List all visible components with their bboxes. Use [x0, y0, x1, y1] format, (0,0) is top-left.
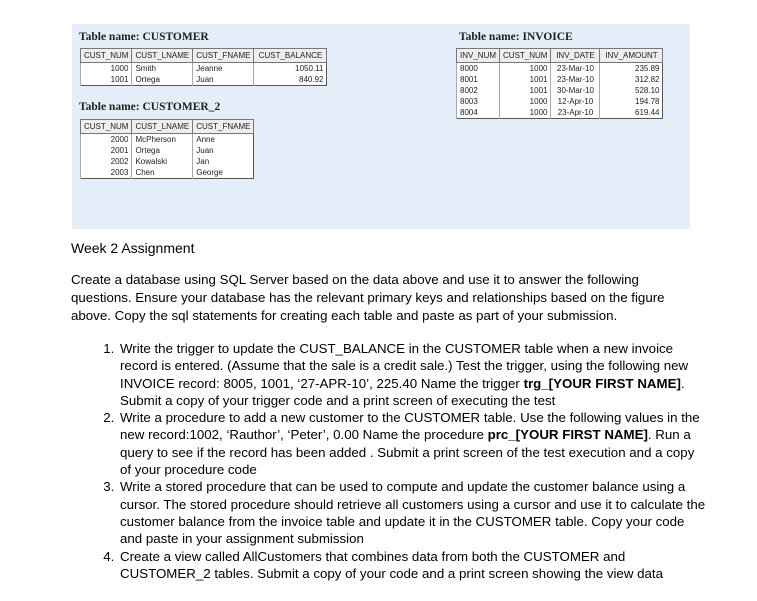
table-row: [81, 74, 327, 86]
table-cell: 312.82: [600, 74, 663, 85]
column-header: INV_DATE: [551, 49, 600, 63]
table-row: [81, 63, 327, 75]
column-header: INV_AMOUNT: [600, 49, 663, 63]
table-cell: 1001: [500, 85, 551, 96]
question-text: Write the trigger to update the CUST_BALANCE in the CUSTOMER table when a new invoice record is entered. (Assume that the sale is a credit sale.) Test the trigger, using the following new INVOICE record: 8005, 1001, ‘27-APR-10’, 225.40 Name the trigger: [120, 341, 689, 391]
column-header: CUST_FNAME: [193, 120, 254, 134]
table-cell: 840.92: [254, 74, 327, 86]
invoice-table-title: Table name: INVOICE: [459, 31, 573, 43]
table-row: [457, 96, 663, 107]
column-header: CUST_LNAME: [132, 120, 193, 134]
table-row: [81, 134, 254, 146]
table-cell: 1001: [81, 74, 132, 86]
table-cell: 1000: [500, 107, 551, 119]
question-text: Write a procedure to add a new customer to the CUSTOMER table. Use the following values in the new record:1002, ‘Rauthor’, ‘Peter’, 0.00 Name the procedure: [120, 410, 700, 443]
question-item: [118, 548, 707, 583]
table-cell: 1050.11: [254, 63, 327, 75]
customer-table-title: Table name: CUSTOMER: [79, 31, 209, 43]
table-cell: 2000: [81, 134, 132, 146]
table-cell: 8004: [457, 107, 500, 119]
table-cell: 23-Mar-10: [551, 63, 600, 75]
table-cell: Ortega: [132, 74, 193, 86]
table-cell: 235.89: [600, 63, 663, 75]
column-header: CUST_BALANCE: [254, 49, 327, 63]
question-text: Write a stored procedure that can be used to compute and update the customer balance using a cursor. The stored procedure should retrieve all customers using a cursor and use it to calculate the customer balance from the invoice table and update it in the CUSTOMER table. Copy your code and paste in your assignment submission: [120, 479, 706, 547]
table-row: [81, 167, 254, 179]
table-cell: Chen: [132, 167, 193, 179]
table-cell: Kowalski: [132, 156, 193, 167]
column-header: CUST_NUM: [81, 120, 132, 134]
table-cell: George: [193, 167, 254, 179]
table-row: [457, 85, 663, 96]
table-cell: 2001: [81, 145, 132, 156]
table-row: [457, 63, 663, 75]
table-row: [81, 145, 254, 156]
customer-table: [80, 48, 327, 86]
question-list: [71, 340, 707, 582]
column-header: CUST_NUM: [500, 49, 551, 63]
table-cell: 30-Mar-10: [551, 85, 600, 96]
table-cell: Anne: [193, 134, 254, 146]
table-cell: 8001: [457, 74, 500, 85]
table-cell: 8003: [457, 96, 500, 107]
table-cell: 8002: [457, 85, 500, 96]
assignment-heading: Week 2 Assignment: [71, 240, 195, 256]
table-cell: Juan: [193, 145, 254, 156]
table-cell: Smith: [132, 63, 193, 75]
table-cell: 8000: [457, 63, 500, 75]
table-row: [457, 107, 663, 119]
table-cell: 1000: [81, 63, 132, 75]
column-header: INV_NUM: [457, 49, 500, 63]
question-text-end: . Run a query to see if the record has been added . Submit a print screen of the test execution and a copy of your procedure code: [120, 427, 695, 478]
question-item: [118, 409, 707, 478]
assignment-intro: Create a database using SQL Server based on the data above and use it to answer the following questions. Ensure your database has the relevant primary keys and relationships based on the figure above. Copy the sql statements for creating each table and paste as part of your submission.: [71, 272, 665, 324]
table-cell: 1000: [500, 63, 551, 75]
question-text-end: . Submit a copy of your trigger code and a print screen of executing the test: [120, 375, 685, 408]
table-cell: 1001: [500, 74, 551, 85]
table-cell: 619.44: [600, 107, 663, 119]
table-cell: Jan: [193, 156, 254, 167]
question-text: Create a view called AllCustomers that combines data from both the CUSTOMER and CUSTOMER_2 tables. Submit a copy of your code and a print screen showing the view data: [120, 548, 663, 581]
table-cell: 2003: [81, 167, 132, 179]
table-cell: Jeanne: [193, 63, 254, 75]
table-row: [81, 156, 254, 167]
question-item: [118, 478, 707, 547]
question-bold-text: trg_[YOUR FIRST NAME]: [523, 375, 681, 391]
invoice-table: [456, 48, 663, 119]
table-cell: 528.10: [600, 85, 663, 96]
table-cell: 23-Apr-10: [551, 107, 600, 119]
table-cell: Juan: [193, 74, 254, 86]
table-cell: 12-Apr-10: [551, 96, 600, 107]
table-cell: 2002: [81, 156, 132, 167]
table-row: [457, 74, 663, 85]
question-item: [118, 340, 707, 409]
column-header: CUST_LNAME: [132, 49, 193, 63]
table-cell: 194.78: [600, 96, 663, 107]
table-cell: Ortega: [132, 145, 193, 156]
table-cell: 1000: [500, 96, 551, 107]
column-header: CUST_FNAME: [193, 49, 254, 63]
question-bold-text: prc_[YOUR FIRST NAME]: [487, 427, 648, 443]
customer2-table: [80, 119, 254, 179]
table-cell: McPherson: [132, 134, 193, 146]
column-header: CUST_NUM: [81, 49, 132, 63]
customer2-table-title: Table name: CUSTOMER_2: [79, 101, 221, 113]
table-cell: 23-Mar-10: [551, 74, 600, 85]
